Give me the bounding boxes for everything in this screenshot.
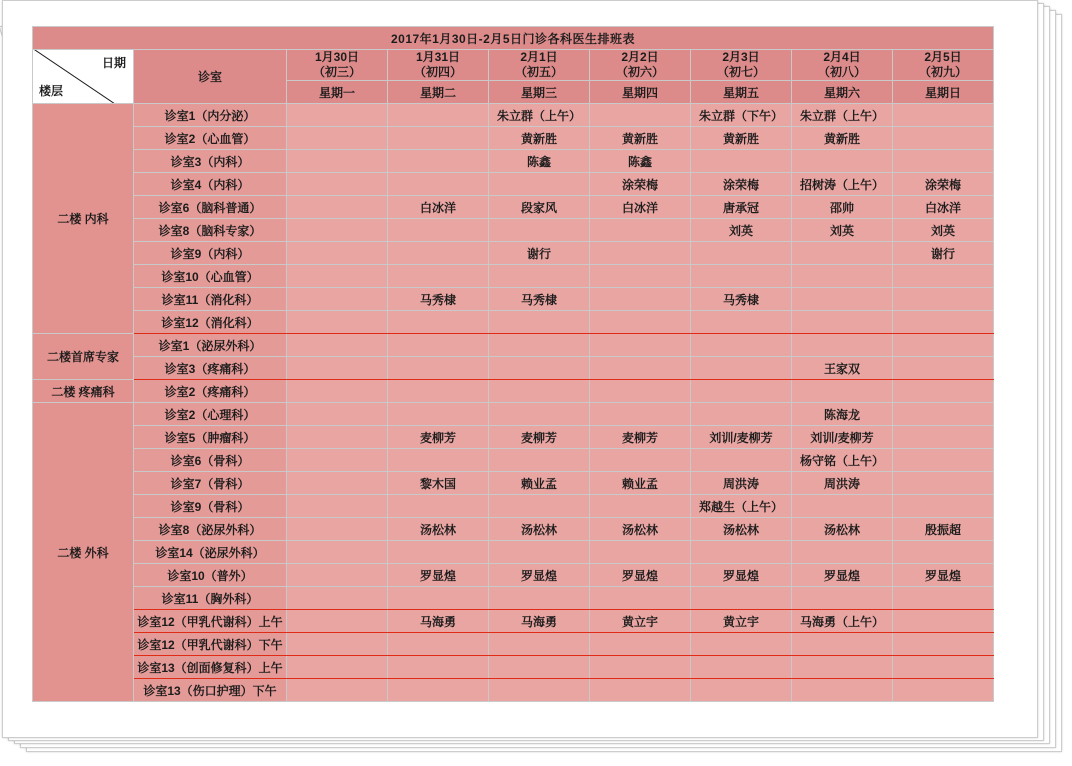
table-row bbox=[33, 242, 994, 265]
table-row bbox=[33, 196, 994, 219]
floor-group-label: 二楼 疼痛科 bbox=[33, 380, 134, 403]
date-column-header-1 bbox=[287, 50, 388, 81]
room-label: 诊室12（甲乳代谢科）上午 bbox=[134, 610, 287, 633]
doctor-cell bbox=[590, 449, 691, 472]
doctor-cell bbox=[590, 403, 691, 426]
doctor-cell bbox=[691, 633, 792, 656]
room-label: 诊室10（普外） bbox=[134, 564, 287, 587]
room-label: 诊室1（泌尿外科） bbox=[134, 334, 287, 357]
doctor-cell bbox=[489, 173, 590, 196]
date-text: 1月30日 bbox=[314, 50, 360, 64]
doctor-cell bbox=[287, 472, 388, 495]
doctor-cell bbox=[590, 265, 691, 288]
doctor-cell bbox=[388, 656, 489, 679]
room-label: 诊室12（消化科） bbox=[134, 311, 287, 334]
doctor-cell bbox=[388, 150, 489, 173]
room-label: 诊室10（心血管） bbox=[134, 265, 287, 288]
table-row bbox=[33, 104, 994, 127]
doctor-cell: 刘训/麦柳芳 bbox=[691, 426, 792, 449]
corner-date-label: 日期 bbox=[101, 56, 126, 70]
doctor-cell: 杨守铭（上午） bbox=[792, 449, 893, 472]
doctor-cell: 赖业孟 bbox=[590, 472, 691, 495]
doctor-cell: 马秀棣 bbox=[388, 288, 489, 311]
table-row bbox=[33, 472, 994, 495]
doctor-cell: 汤松林 bbox=[590, 518, 691, 541]
doctor-cell bbox=[792, 656, 893, 679]
title-row bbox=[33, 27, 994, 50]
doctor-cell bbox=[287, 311, 388, 334]
room-label: 诊室4（内科） bbox=[134, 173, 287, 196]
doctor-cell bbox=[691, 679, 792, 702]
room-label: 诊室3（内科） bbox=[134, 150, 287, 173]
doctor-cell: 黄新胜 bbox=[691, 127, 792, 150]
doctor-cell: 陈鑫 bbox=[489, 150, 590, 173]
doctor-cell bbox=[893, 334, 994, 357]
table-row bbox=[33, 541, 994, 564]
doctor-cell: 麦柳芳 bbox=[590, 426, 691, 449]
doctor-cell: 白冰洋 bbox=[893, 196, 994, 219]
doctor-cell bbox=[893, 403, 994, 426]
doctor-cell: 招树涛（上午） bbox=[792, 173, 893, 196]
doctor-cell bbox=[893, 633, 994, 656]
doctor-cell bbox=[489, 219, 590, 242]
room-label: 诊室12（甲乳代谢科）下午 bbox=[134, 633, 287, 656]
doctor-cell bbox=[590, 311, 691, 334]
doctor-cell bbox=[590, 219, 691, 242]
doctor-cell bbox=[792, 679, 893, 702]
doctor-cell: 白冰洋 bbox=[590, 196, 691, 219]
doctor-cell bbox=[489, 380, 590, 403]
table-row bbox=[33, 219, 994, 242]
doctor-cell: 殷振超 bbox=[893, 518, 994, 541]
doctor-cell: 罗显煌 bbox=[388, 564, 489, 587]
doctor-cell bbox=[489, 449, 590, 472]
doctor-cell bbox=[388, 265, 489, 288]
doctor-cell bbox=[388, 679, 489, 702]
doctor-cell: 马海勇 bbox=[489, 610, 590, 633]
doctor-cell bbox=[388, 104, 489, 127]
doctor-cell bbox=[893, 541, 994, 564]
doctor-cell bbox=[287, 219, 388, 242]
doctor-cell bbox=[590, 679, 691, 702]
doctor-cell bbox=[287, 288, 388, 311]
doctor-cell: 汤松林 bbox=[388, 518, 489, 541]
doctor-cell: 汤松林 bbox=[792, 518, 893, 541]
doctor-cell: 刘训/麦柳芳 bbox=[792, 426, 893, 449]
table-row bbox=[33, 288, 994, 311]
room-label: 诊室14（泌尿外科） bbox=[134, 541, 287, 564]
doctor-cell: 陈海龙 bbox=[792, 403, 893, 426]
doctor-cell bbox=[893, 426, 994, 449]
date-column-header-7 bbox=[893, 50, 994, 81]
doctor-cell bbox=[792, 334, 893, 357]
doctor-cell bbox=[287, 656, 388, 679]
table-row bbox=[33, 334, 994, 357]
room-label: 诊室13（创面修复科）上午 bbox=[134, 656, 287, 679]
doctor-cell bbox=[287, 610, 388, 633]
schedule-table-wrap bbox=[32, 26, 994, 702]
weekday-header-4: 星期四 bbox=[590, 81, 691, 104]
table-row bbox=[33, 173, 994, 196]
lunar-text: （初四） bbox=[413, 65, 462, 79]
lunar-text: （初八） bbox=[817, 65, 866, 79]
lunar-text: （初六） bbox=[615, 65, 664, 79]
doctor-cell bbox=[792, 380, 893, 403]
doctor-cell: 马秀棣 bbox=[489, 288, 590, 311]
room-label: 诊室11（消化科） bbox=[134, 288, 287, 311]
table-row bbox=[33, 656, 994, 679]
doctor-cell bbox=[287, 449, 388, 472]
doctor-cell bbox=[287, 633, 388, 656]
doctor-cell bbox=[893, 311, 994, 334]
doctor-cell: 汤松林 bbox=[691, 518, 792, 541]
doctor-cell: 陈鑫 bbox=[590, 150, 691, 173]
date-text: 2月5日 bbox=[924, 50, 962, 64]
doctor-cell bbox=[691, 449, 792, 472]
doctor-cell bbox=[287, 150, 388, 173]
room-column-header: 诊室 bbox=[134, 50, 287, 104]
doctor-cell bbox=[792, 265, 893, 288]
doctor-cell bbox=[792, 633, 893, 656]
room-label: 诊室2（心理科） bbox=[134, 403, 287, 426]
doctor-cell bbox=[590, 587, 691, 610]
room-label: 诊室2（疼痛科） bbox=[134, 380, 287, 403]
doctor-cell bbox=[792, 242, 893, 265]
doctor-cell bbox=[792, 587, 893, 610]
doctor-cell bbox=[893, 150, 994, 173]
doctor-cell bbox=[287, 334, 388, 357]
doctor-cell bbox=[691, 403, 792, 426]
table-row bbox=[33, 311, 994, 334]
doctor-cell bbox=[489, 265, 590, 288]
doctor-cell bbox=[792, 311, 893, 334]
doctor-cell bbox=[388, 541, 489, 564]
doctor-cell: 涂荣梅 bbox=[893, 173, 994, 196]
date-text: 2月2日 bbox=[621, 50, 659, 64]
doctor-cell bbox=[388, 633, 489, 656]
doctor-cell bbox=[489, 679, 590, 702]
doctor-cell bbox=[893, 449, 994, 472]
doctor-cell bbox=[287, 242, 388, 265]
doctor-cell bbox=[691, 587, 792, 610]
doctor-cell: 邵帅 bbox=[792, 196, 893, 219]
doctor-cell bbox=[489, 334, 590, 357]
date-text: 2月3日 bbox=[722, 50, 760, 64]
table-row bbox=[33, 564, 994, 587]
doctor-cell bbox=[590, 633, 691, 656]
doctor-cell: 刘英 bbox=[893, 219, 994, 242]
doctor-cell bbox=[590, 495, 691, 518]
doctor-cell: 黄新胜 bbox=[489, 127, 590, 150]
weekday-header-3: 星期三 bbox=[489, 81, 590, 104]
doctor-cell: 罗显煌 bbox=[792, 564, 893, 587]
doctor-cell bbox=[388, 219, 489, 242]
corner-header bbox=[33, 50, 134, 104]
doctor-cell: 麦柳芳 bbox=[388, 426, 489, 449]
corner-floor-label: 楼层 bbox=[39, 84, 64, 98]
doctor-cell: 罗显煌 bbox=[893, 564, 994, 587]
doctor-cell: 白冰洋 bbox=[388, 196, 489, 219]
room-label: 诊室2（心血管） bbox=[134, 127, 287, 150]
doctor-cell bbox=[691, 380, 792, 403]
date-column-header-2 bbox=[388, 50, 489, 81]
room-label: 诊室6（脑科普通） bbox=[134, 196, 287, 219]
doctor-cell bbox=[388, 380, 489, 403]
doctor-cell bbox=[287, 564, 388, 587]
doctor-cell: 黎木国 bbox=[388, 472, 489, 495]
doctor-cell: 郑越生（上午） bbox=[691, 495, 792, 518]
doctor-cell: 朱立群（上午） bbox=[489, 104, 590, 127]
lunar-text: （初三） bbox=[312, 65, 361, 79]
date-column-header-4 bbox=[590, 50, 691, 81]
doctor-cell bbox=[489, 633, 590, 656]
doctor-cell bbox=[590, 242, 691, 265]
room-label: 诊室8（泌尿外科） bbox=[134, 518, 287, 541]
header-row-dates bbox=[33, 50, 994, 81]
room-label: 诊室11（胸外科） bbox=[134, 587, 287, 610]
doctor-cell: 涂荣梅 bbox=[691, 173, 792, 196]
doctor-cell bbox=[388, 173, 489, 196]
doctor-cell bbox=[287, 173, 388, 196]
doctor-cell: 罗显煌 bbox=[691, 564, 792, 587]
doctor-cell: 麦柳芳 bbox=[489, 426, 590, 449]
room-label: 诊室9（骨科） bbox=[134, 495, 287, 518]
table-row bbox=[33, 495, 994, 518]
table-row bbox=[33, 610, 994, 633]
doctor-cell: 朱立群（下午） bbox=[691, 104, 792, 127]
doctor-cell bbox=[388, 334, 489, 357]
doctor-cell: 段家风 bbox=[489, 196, 590, 219]
doctor-cell bbox=[388, 449, 489, 472]
doctor-cell: 谢行 bbox=[489, 242, 590, 265]
doctor-cell bbox=[388, 242, 489, 265]
doctor-cell bbox=[287, 357, 388, 380]
doctor-cell bbox=[388, 311, 489, 334]
room-label: 诊室6（骨科） bbox=[134, 449, 287, 472]
doctor-cell bbox=[489, 357, 590, 380]
doctor-cell bbox=[893, 265, 994, 288]
weekday-header-5: 星期五 bbox=[691, 81, 792, 104]
doctor-cell bbox=[388, 495, 489, 518]
room-label: 诊室9（内科） bbox=[134, 242, 287, 265]
doctor-cell: 周洪涛 bbox=[792, 472, 893, 495]
weekday-header-7: 星期日 bbox=[893, 81, 994, 104]
doctor-cell bbox=[287, 104, 388, 127]
doctor-cell bbox=[893, 288, 994, 311]
doctor-cell bbox=[489, 311, 590, 334]
table-row bbox=[33, 587, 994, 610]
date-text: 2月1日 bbox=[520, 50, 558, 64]
doctor-cell bbox=[691, 357, 792, 380]
doctor-cell bbox=[792, 541, 893, 564]
date-column-header-3 bbox=[489, 50, 590, 81]
doctor-cell bbox=[287, 265, 388, 288]
date-column-header-6 bbox=[792, 50, 893, 81]
doctor-cell bbox=[691, 311, 792, 334]
doctor-cell bbox=[691, 541, 792, 564]
doctor-cell bbox=[590, 380, 691, 403]
doctor-cell: 涂荣梅 bbox=[590, 173, 691, 196]
doctor-cell: 王家双 bbox=[792, 357, 893, 380]
doctor-cell bbox=[691, 334, 792, 357]
doctor-cell bbox=[893, 104, 994, 127]
doctor-cell bbox=[287, 380, 388, 403]
doctor-cell bbox=[590, 334, 691, 357]
doctor-cell bbox=[792, 150, 893, 173]
room-label: 诊室7（骨科） bbox=[134, 472, 287, 495]
schedule-table bbox=[32, 26, 994, 702]
date-text: 1月31日 bbox=[415, 50, 461, 64]
room-label: 诊室8（脑科专家） bbox=[134, 219, 287, 242]
doctor-cell bbox=[590, 656, 691, 679]
doctor-cell: 马海勇（上午） bbox=[792, 610, 893, 633]
doctor-cell bbox=[893, 357, 994, 380]
doctor-cell: 谢行 bbox=[893, 242, 994, 265]
doctor-cell bbox=[590, 357, 691, 380]
weekday-header-6: 星期六 bbox=[792, 81, 893, 104]
doctor-cell: 黄立宇 bbox=[590, 610, 691, 633]
doctor-cell bbox=[489, 541, 590, 564]
doctor-cell bbox=[792, 495, 893, 518]
doctor-cell bbox=[893, 127, 994, 150]
doctor-cell bbox=[893, 679, 994, 702]
doctor-cell: 朱立群（上午） bbox=[792, 104, 893, 127]
doctor-cell bbox=[388, 587, 489, 610]
table-row bbox=[33, 679, 994, 702]
doctor-cell bbox=[287, 403, 388, 426]
doctor-cell: 黄立宇 bbox=[691, 610, 792, 633]
room-label: 诊室13（伤口护理）下午 bbox=[134, 679, 287, 702]
doctor-cell bbox=[287, 587, 388, 610]
lunar-text: （初五） bbox=[514, 65, 563, 79]
doctor-cell: 马海勇 bbox=[388, 610, 489, 633]
weekday-header-1: 星期一 bbox=[287, 81, 388, 104]
doctor-cell bbox=[287, 127, 388, 150]
doctor-cell: 黄新胜 bbox=[792, 127, 893, 150]
doctor-cell bbox=[792, 288, 893, 311]
doctor-cell: 汤松林 bbox=[489, 518, 590, 541]
doctor-cell bbox=[893, 656, 994, 679]
doctor-cell bbox=[388, 127, 489, 150]
date-text: 2月4日 bbox=[823, 50, 861, 64]
doctor-cell: 周洪涛 bbox=[691, 472, 792, 495]
doctor-cell bbox=[691, 656, 792, 679]
room-label: 诊室1（内分泌） bbox=[134, 104, 287, 127]
table-row bbox=[33, 150, 994, 173]
table-row bbox=[33, 518, 994, 541]
lunar-text: （初九） bbox=[918, 65, 967, 79]
date-column-header-5 bbox=[691, 50, 792, 81]
doctor-cell: 赖业孟 bbox=[489, 472, 590, 495]
doctor-cell bbox=[388, 403, 489, 426]
weekday-header-2: 星期二 bbox=[388, 81, 489, 104]
schedule-table-body bbox=[33, 27, 994, 702]
doctor-cell: 刘英 bbox=[792, 219, 893, 242]
doctor-cell bbox=[287, 679, 388, 702]
table-row bbox=[33, 380, 994, 403]
table-row bbox=[33, 449, 994, 472]
doctor-cell bbox=[287, 196, 388, 219]
doctor-cell: 罗显煌 bbox=[489, 564, 590, 587]
doctor-cell: 刘英 bbox=[691, 219, 792, 242]
doctor-cell bbox=[489, 587, 590, 610]
doctor-cell bbox=[590, 541, 691, 564]
doctor-cell bbox=[691, 150, 792, 173]
doctor-cell bbox=[287, 541, 388, 564]
floor-group-label: 二楼首席专家 bbox=[33, 334, 134, 380]
room-label: 诊室5（肿瘤科） bbox=[134, 426, 287, 449]
table-row bbox=[33, 265, 994, 288]
document-title: 2017年1月30日-2月5日门诊各科医生排班表 bbox=[33, 27, 994, 50]
lunar-text: （初七） bbox=[716, 65, 765, 79]
doctor-cell bbox=[489, 656, 590, 679]
doctor-cell: 马秀棣 bbox=[691, 288, 792, 311]
doctor-cell bbox=[489, 495, 590, 518]
table-row bbox=[33, 403, 994, 426]
doctor-cell: 罗显煌 bbox=[590, 564, 691, 587]
doctor-cell bbox=[287, 518, 388, 541]
doctor-cell bbox=[893, 380, 994, 403]
table-row bbox=[33, 426, 994, 449]
table-row bbox=[33, 127, 994, 150]
doctor-cell bbox=[691, 265, 792, 288]
doctor-cell: 唐承冠 bbox=[691, 196, 792, 219]
table-row bbox=[33, 357, 994, 380]
doctor-cell bbox=[590, 104, 691, 127]
doctor-cell bbox=[590, 288, 691, 311]
doctor-cell bbox=[287, 495, 388, 518]
table-row bbox=[33, 633, 994, 656]
doctor-cell bbox=[893, 495, 994, 518]
doctor-cell bbox=[287, 426, 388, 449]
doctor-cell bbox=[893, 610, 994, 633]
floor-group-label: 二楼 外科 bbox=[33, 403, 134, 702]
doctor-cell bbox=[893, 587, 994, 610]
doctor-cell bbox=[489, 403, 590, 426]
floor-group-label: 二楼 内科 bbox=[33, 104, 134, 334]
room-label: 诊室3（疼痛科） bbox=[134, 357, 287, 380]
doctor-cell bbox=[388, 357, 489, 380]
doctor-cell bbox=[691, 242, 792, 265]
doctor-cell bbox=[893, 472, 994, 495]
doctor-cell: 黄新胜 bbox=[590, 127, 691, 150]
